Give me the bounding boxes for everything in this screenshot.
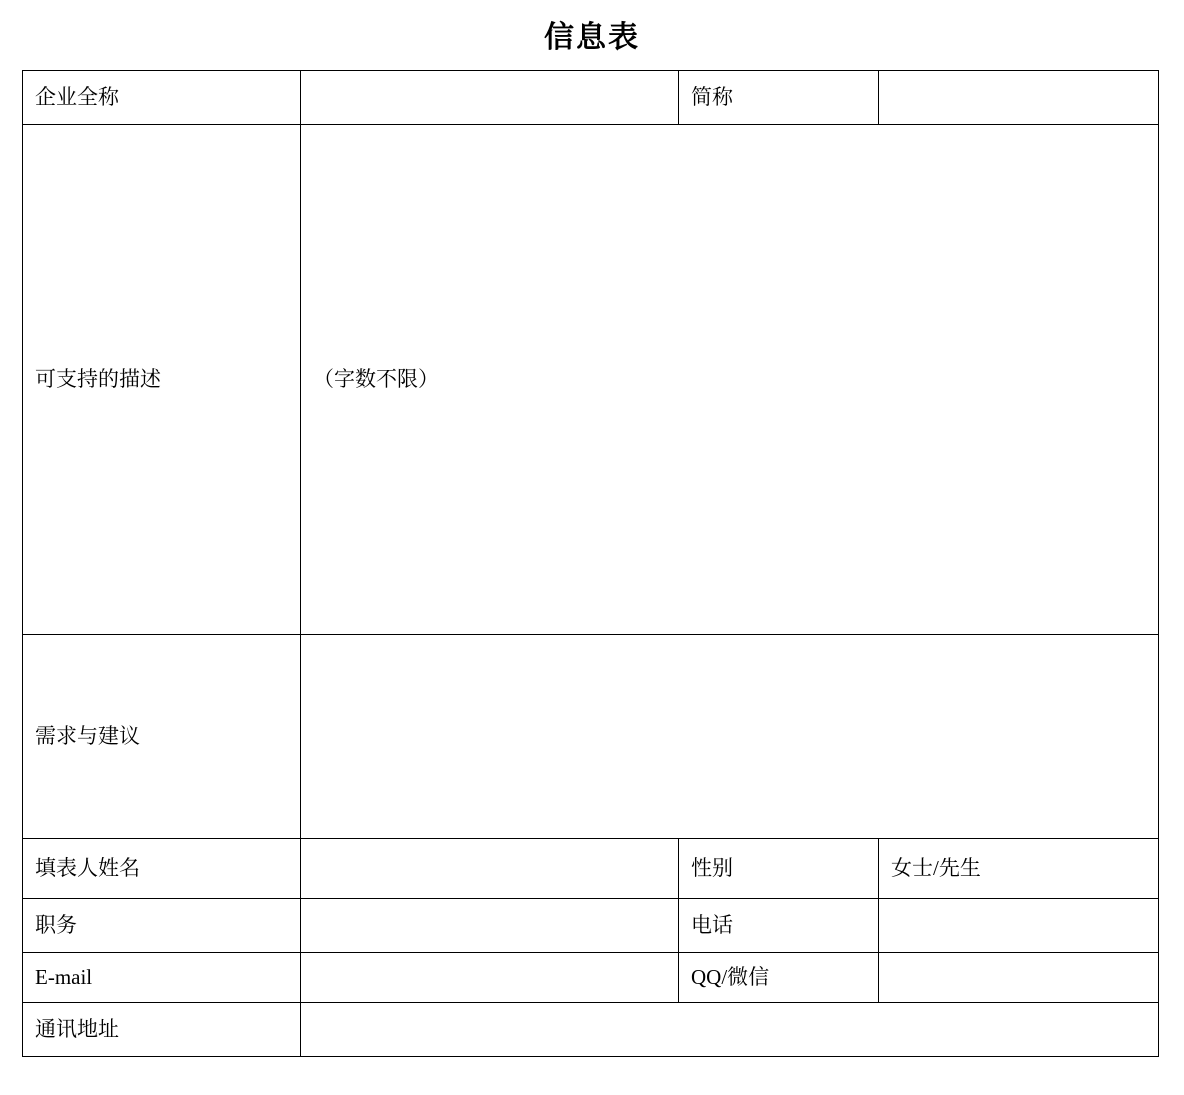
short-name-label: 简称: [679, 71, 879, 125]
table-row: [23, 125, 1159, 635]
address-label: 通讯地址: [23, 1003, 301, 1057]
information-form-table: [22, 70, 1159, 1057]
position-label: 职务: [23, 899, 301, 953]
support-description-field[interactable]: （字数不限）: [301, 125, 1159, 635]
table-row: [23, 953, 1159, 1003]
page-title: 信息表: [544, 21, 640, 54]
table-row: [23, 899, 1159, 953]
needs-and-suggestions-label: 需求与建议: [23, 635, 301, 839]
phone-label: 电话: [679, 899, 879, 953]
filler-name-label: 填表人姓名: [23, 839, 301, 899]
company-full-name-field[interactable]: [301, 71, 679, 125]
support-description-label: 可支持的描述: [23, 125, 301, 635]
email-field[interactable]: [301, 953, 679, 1003]
address-field[interactable]: [301, 1003, 1159, 1057]
gender-label: 性别: [679, 839, 879, 899]
qq-wechat-field[interactable]: [879, 953, 1159, 1003]
table-row: [23, 1003, 1159, 1057]
qq-wechat-label: QQ/微信: [679, 953, 879, 1003]
phone-field[interactable]: [879, 899, 1159, 953]
company-full-name-label: 企业全称: [23, 71, 301, 125]
table-row: [23, 635, 1159, 839]
filler-name-field[interactable]: [301, 839, 679, 899]
gender-field[interactable]: 女士/先生: [879, 839, 1159, 899]
position-field[interactable]: [301, 899, 679, 953]
short-name-field[interactable]: [879, 71, 1159, 125]
table-row: [23, 839, 1159, 899]
table-row: [23, 71, 1159, 125]
needs-and-suggestions-field[interactable]: [301, 635, 1159, 839]
email-label: E-mail: [23, 953, 301, 1003]
